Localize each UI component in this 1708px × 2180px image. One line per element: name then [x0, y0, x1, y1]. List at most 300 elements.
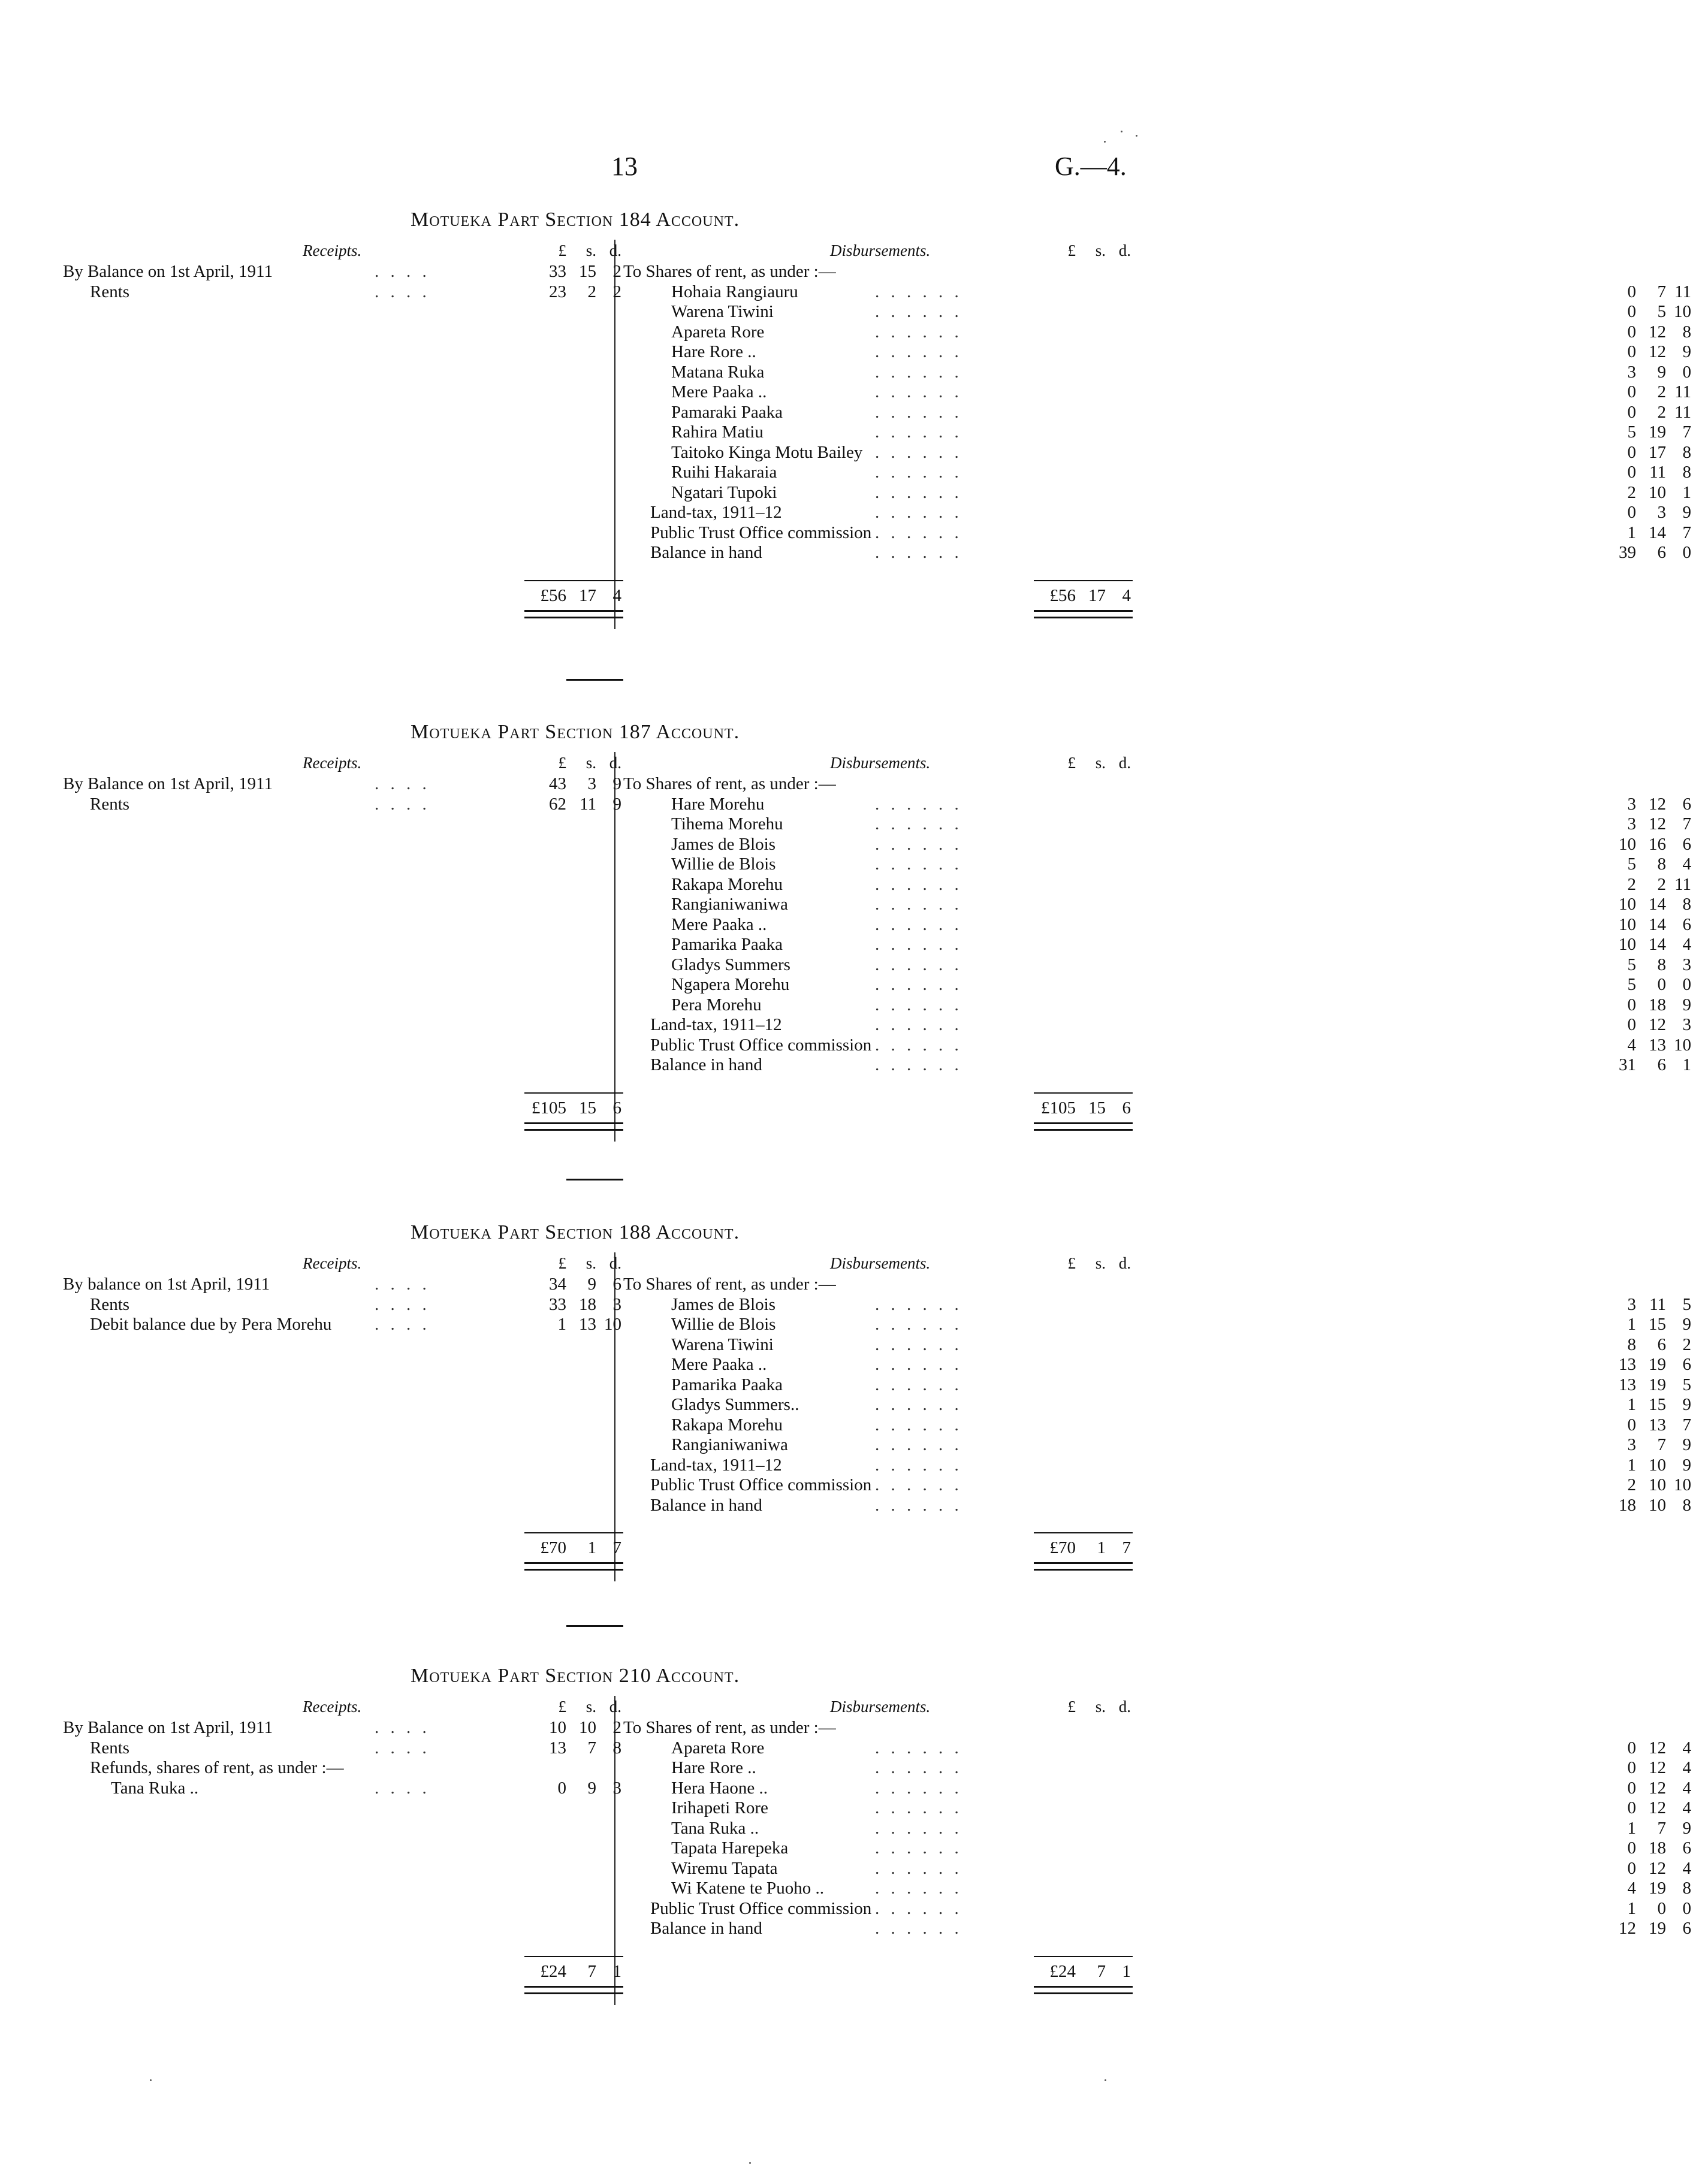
- disbursement-row: [623, 814, 1691, 834]
- disbursement-row: [623, 1919, 1691, 1939]
- amount-shillings: 10: [1649, 1455, 1666, 1475]
- disbursement-row: [623, 442, 1691, 463]
- amount-pounds: 0: [1627, 402, 1636, 422]
- receipts-total: [518, 1098, 638, 1118]
- amount-shillings: 19: [1649, 422, 1666, 442]
- amount-pence: 3: [1682, 1015, 1691, 1034]
- amount-shillings: 15: [1649, 1395, 1666, 1414]
- amount-pence: 4: [1682, 1858, 1691, 1878]
- amount-shillings: 6: [1657, 543, 1666, 562]
- amount-pence: 8: [1682, 1495, 1691, 1515]
- amount-pounds: 5: [1627, 955, 1636, 974]
- leader-dots: . . . .: [375, 1718, 430, 1737]
- account-section: [63, 1221, 1691, 1605]
- receipt-description: By balance on 1st April, 1911: [63, 1275, 270, 1294]
- amount-pounds: 1: [1627, 1818, 1636, 1838]
- receipt-description: By Balance on 1st April, 1911: [63, 774, 273, 793]
- leader-dots: . . . . . .: [875, 543, 962, 562]
- amount-shillings: 9: [587, 1275, 596, 1294]
- pence-header: d.: [609, 241, 621, 259]
- leader-dots: . . . . . .: [875, 503, 962, 522]
- amount-pence: 8: [1682, 1879, 1691, 1898]
- receipts-total-rule: [524, 1532, 623, 1533]
- disbursement-row: [623, 1495, 1691, 1515]
- print-speck: [1121, 131, 1122, 132]
- amount-pence: 8: [1682, 322, 1691, 342]
- leader-dots: . . . .: [375, 774, 430, 793]
- amount-pence: 1: [1682, 1055, 1691, 1074]
- total-shillings: 15: [579, 1098, 596, 1118]
- print-speck: [749, 2162, 751, 2164]
- account-title: Motueka Part Section 188 Account.: [411, 1221, 740, 1243]
- leader-dots: . . . . . .: [875, 442, 962, 462]
- amount-pounds: 0: [1627, 1738, 1636, 1758]
- disbursements-heading: Disbursements.: [830, 241, 931, 259]
- disbursement-row: [623, 895, 1691, 914]
- amount-pounds: 0: [1627, 1415, 1636, 1435]
- leader-dots: . . . . . .: [875, 362, 962, 382]
- leader-dots: . . . . . .: [875, 1798, 962, 1817]
- disbursement-description: Warena Tiwini: [671, 1334, 774, 1354]
- total-shillings: 1: [1097, 1538, 1106, 1557]
- amount-pence: 9: [1682, 342, 1691, 361]
- disbursements-total-double-rule: [1034, 1122, 1133, 1131]
- total-shillings: 17: [1088, 585, 1106, 605]
- disbursement-description: Willie de Blois: [671, 1315, 776, 1334]
- amount-shillings: 12: [1649, 1015, 1666, 1034]
- receipt-description: Tana Ruka ..: [111, 1778, 199, 1798]
- disbursements-total-double-rule: [1034, 1562, 1133, 1571]
- receipt-row: [63, 262, 621, 282]
- amount-pounds: 3: [1627, 814, 1636, 834]
- amount-pounds: 10: [1619, 834, 1636, 854]
- amount-shillings: 9: [1657, 362, 1666, 382]
- pence-header: d.: [1118, 754, 1131, 772]
- account-section: [63, 209, 1691, 653]
- amount-pounds: 0: [1627, 322, 1636, 342]
- disbursement-description: Ngatari Tupoki: [671, 482, 777, 502]
- disbursement-description: To Shares of rent, as under :—: [623, 774, 836, 793]
- leader-dots: . . . .: [375, 282, 430, 301]
- disbursement-row: [623, 1455, 1691, 1475]
- total-shillings: 7: [587, 1961, 596, 1981]
- amount-pence: 6: [1682, 794, 1691, 814]
- leader-dots: . . . . . .: [875, 935, 962, 954]
- amount-pounds: 43: [549, 774, 566, 793]
- disbursement-description: Wi Katene te Puoho ..: [671, 1879, 824, 1898]
- amount-pence: 11: [1674, 874, 1691, 894]
- print-speck: [1105, 2079, 1106, 2081]
- total-shillings: 15: [1088, 1098, 1106, 1118]
- leader-dots: . . . . . .: [875, 794, 962, 814]
- receipts-total: [518, 1538, 638, 1558]
- pence-header: d.: [1118, 1698, 1131, 1716]
- amount-pounds: 0: [557, 1778, 566, 1798]
- disbursement-row: [623, 1395, 1691, 1415]
- disbursement-row: [623, 1475, 1691, 1495]
- amount-shillings: 2: [1657, 874, 1666, 894]
- disbursement-row: [623, 1015, 1691, 1035]
- receipts-heading: Receipts.: [303, 241, 362, 259]
- shillings-header: s.: [586, 241, 596, 259]
- disbursement-description: Tihema Morehu: [671, 814, 783, 834]
- pounds-header: £: [1067, 1698, 1076, 1716]
- disbursement-description: Land-tax, 1911–12: [650, 503, 782, 522]
- amount-shillings: 12: [1649, 1858, 1666, 1878]
- disbursement-row: [623, 322, 1691, 342]
- amount-pence: 9: [1682, 1455, 1691, 1475]
- amount-shillings: 19: [1649, 1879, 1666, 1898]
- leader-dots: . . . . . .: [875, 975, 962, 994]
- amount-shillings: 9: [587, 1778, 596, 1798]
- disbursement-row: [623, 1055, 1691, 1075]
- receipts-total-rule: [524, 1092, 623, 1094]
- receipt-description: By Balance on 1st April, 1911: [63, 1718, 273, 1737]
- amount-pounds: 3: [1627, 1294, 1636, 1314]
- amount-pence: 0: [1682, 543, 1691, 562]
- disbursement-row: [623, 855, 1691, 874]
- page-header: [0, 151, 1288, 187]
- amount-pence: 4: [1682, 1738, 1691, 1758]
- document-reference: G.—4.: [1055, 152, 1127, 181]
- amount-pounds: 1: [557, 1315, 566, 1334]
- disbursement-description: Taitoko Kinga Motu Bailey: [671, 442, 863, 462]
- amount-pence: 2: [612, 262, 621, 281]
- amount-pence: 6: [1682, 1355, 1691, 1374]
- amount-pence: 10: [1674, 1035, 1691, 1055]
- amount-shillings: 15: [1649, 1315, 1666, 1334]
- amount-pounds: 0: [1627, 1015, 1636, 1034]
- leader-dots: . . . .: [375, 1315, 430, 1334]
- amount-shillings: 19: [1649, 1375, 1666, 1394]
- disbursement-row: [623, 794, 1691, 814]
- amount-shillings: 7: [587, 1738, 596, 1758]
- amount-shillings: 14: [1649, 914, 1666, 934]
- amount-pounds: 3: [1627, 362, 1636, 382]
- leader-dots: . . . . . .: [875, 1879, 962, 1898]
- shillings-header: s.: [586, 1698, 596, 1716]
- amount-pence: 8: [1682, 442, 1691, 462]
- amount-pounds: 0: [1627, 302, 1636, 321]
- receipts-total-double-rule: [524, 610, 623, 618]
- amount-shillings: 17: [1649, 442, 1666, 462]
- disbursement-description: Gladys Summers..: [671, 1395, 799, 1414]
- disbursement-row: [623, 503, 1691, 523]
- amount-shillings: 10: [579, 1718, 596, 1737]
- disbursement-row: [623, 382, 1691, 402]
- amount-shillings: 19: [1649, 1919, 1666, 1938]
- receipt-row: [63, 1275, 621, 1294]
- amount-shillings: 5: [1657, 302, 1666, 321]
- amount-pence: 11: [1674, 282, 1691, 301]
- amount-shillings: 18: [1649, 995, 1666, 1014]
- amount-pounds: 0: [1627, 282, 1636, 301]
- leader-dots: . . . . . .: [875, 914, 962, 934]
- section-separator: [566, 1625, 623, 1627]
- disbursement-description: Land-tax, 1911–12: [650, 1455, 782, 1475]
- disbursement-description: To Shares of rent, as under :—: [623, 262, 836, 281]
- disbursement-description: Apareta Rore: [671, 322, 765, 342]
- amount-pounds: 0: [1627, 442, 1636, 462]
- leader-dots: . . . . . .: [875, 1315, 962, 1334]
- disbursement-description: Apareta Rore: [671, 1738, 765, 1758]
- leader-dots: . . . .: [375, 262, 430, 281]
- total-pounds: £105: [532, 1098, 566, 1118]
- amount-shillings: 10: [1649, 1495, 1666, 1515]
- amount-shillings: 2: [587, 282, 596, 301]
- disbursements-total: [1028, 586, 1148, 606]
- amount-pounds: 1: [1627, 1455, 1636, 1475]
- amount-pence: 1: [1682, 482, 1691, 502]
- amount-pounds: 0: [1627, 1858, 1636, 1878]
- amount-pounds: 0: [1627, 342, 1636, 361]
- amount-pence: 7: [1682, 523, 1691, 542]
- amount-pounds: 0: [1627, 1778, 1636, 1798]
- amount-pounds: 4: [1627, 1879, 1636, 1898]
- shillings-header: s.: [586, 1254, 596, 1272]
- total-pence: 6: [612, 1098, 621, 1118]
- amount-shillings: 0: [1657, 1898, 1666, 1918]
- disbursement-row: [623, 302, 1691, 322]
- account-title: Motueka Part Section 210 Account.: [411, 1665, 740, 1687]
- total-pounds: £56: [1049, 585, 1076, 605]
- disbursement-description: Gladys Summers: [671, 955, 790, 974]
- disbursement-row: [623, 955, 1691, 975]
- amount-pounds: 34: [549, 1275, 566, 1294]
- amount-shillings: 15: [579, 262, 596, 281]
- disbursement-description: Willie de Blois: [671, 855, 776, 874]
- amount-pence: 9: [1682, 1818, 1691, 1838]
- disbursement-description: Hare Rore ..: [671, 342, 756, 361]
- leader-dots: . . . . . .: [875, 322, 962, 342]
- total-pounds: £105: [1041, 1098, 1076, 1118]
- total-shillings: 17: [579, 585, 596, 605]
- amount-shillings: 12: [1649, 1778, 1666, 1798]
- disbursements-total: [1028, 1962, 1148, 1982]
- amount-shillings: 16: [1649, 834, 1666, 854]
- leader-dots: . . . . . .: [875, 855, 962, 874]
- disbursement-description: Rakapa Morehu: [671, 1415, 783, 1435]
- pounds-header: £: [558, 754, 566, 772]
- leader-dots: . . . . . .: [875, 1475, 962, 1494]
- total-pounds: £56: [540, 585, 566, 605]
- leader-dots: . . . . . .: [875, 1778, 962, 1798]
- account-section: [63, 1665, 1691, 2029]
- amount-pence: 4: [1682, 1798, 1691, 1817]
- disbursements-total-double-rule: [1034, 1986, 1133, 1994]
- shillings-header: s.: [1095, 754, 1106, 772]
- leader-dots: . . . . . .: [875, 874, 962, 894]
- disbursement-row: [623, 523, 1691, 543]
- amount-pence: 2: [612, 1718, 621, 1737]
- amount-pounds: 13: [549, 1738, 566, 1758]
- amount-pence: 0: [1682, 975, 1691, 994]
- pounds-header: £: [1067, 241, 1076, 259]
- amount-pence: 4: [1682, 935, 1691, 954]
- leader-dots: . . . . . .: [875, 1838, 962, 1858]
- amount-pounds: 8: [1627, 1334, 1636, 1354]
- amount-shillings: 7: [1657, 1435, 1666, 1454]
- receipt-row: [63, 1294, 621, 1315]
- amount-shillings: 12: [1649, 794, 1666, 814]
- total-pounds: £24: [540, 1961, 566, 1981]
- amount-shillings: 13: [1649, 1415, 1666, 1435]
- amount-shillings: 7: [1657, 282, 1666, 301]
- amount-shillings: 12: [1649, 1738, 1666, 1758]
- leader-dots: . . . . . .: [875, 1415, 962, 1435]
- disbursement-description: Pamaraki Paaka: [671, 402, 783, 422]
- amount-shillings: 8: [1657, 855, 1666, 874]
- disbursement-row: [623, 1435, 1691, 1455]
- print-speck: [150, 2079, 152, 2081]
- leader-dots: . . . . . .: [875, 1738, 962, 1758]
- disbursement-row: [623, 834, 1691, 855]
- disbursement-row: [623, 1375, 1691, 1395]
- disbursement-description: Balance in hand: [650, 1919, 762, 1938]
- amount-pence: 10: [604, 1315, 621, 1334]
- pounds-header: £: [1067, 754, 1076, 772]
- leader-dots: . . . . . .: [875, 834, 962, 854]
- disbursement-description: Rakapa Morehu: [671, 874, 783, 894]
- disbursement-row: [623, 422, 1691, 442]
- leader-dots: . . . . . .: [875, 1375, 962, 1394]
- amount-pounds: 33: [549, 1294, 566, 1314]
- disbursement-row: [623, 1738, 1691, 1758]
- amount-pounds: 2: [1627, 482, 1636, 502]
- disbursement-row: [623, 1758, 1691, 1778]
- amount-pence: 0: [1682, 362, 1691, 382]
- disbursements-total-rule: [1034, 580, 1133, 581]
- receipt-row: [63, 794, 621, 814]
- disbursement-row: [623, 995, 1691, 1015]
- receipts-total-double-rule: [524, 1562, 623, 1571]
- disbursement-row: [623, 342, 1691, 362]
- disbursement-row: [623, 1035, 1691, 1055]
- receipts-heading: Receipts.: [303, 1698, 362, 1716]
- amount-pence: 9: [1682, 1315, 1691, 1334]
- disbursement-description: Ruihi Hakaraia: [671, 463, 777, 482]
- disbursement-row: [623, 282, 1691, 302]
- disbursement-row: [623, 774, 1175, 794]
- receipts-total: [518, 586, 638, 606]
- amount-pounds: 1: [1627, 1315, 1636, 1334]
- disbursement-row: [623, 1879, 1691, 1898]
- disbursement-row: [623, 1898, 1691, 1919]
- amount-shillings: 3: [587, 774, 596, 793]
- receipt-row: [63, 1758, 608, 1778]
- disbursement-row: [623, 543, 1691, 563]
- disbursement-description: Pera Morehu: [671, 995, 762, 1014]
- disbursements-heading: Disbursements.: [830, 1254, 931, 1272]
- amount-pence: 9: [1682, 503, 1691, 522]
- receipt-row: [63, 1778, 621, 1798]
- pence-header: d.: [609, 1254, 621, 1272]
- disbursement-description: Balance in hand: [650, 543, 762, 562]
- disbursement-row: [623, 1718, 1175, 1738]
- leader-dots: . . . . . .: [875, 1818, 962, 1838]
- amount-pounds: 0: [1627, 1758, 1636, 1777]
- amount-pence: 5: [1682, 1375, 1691, 1394]
- amount-pence: 9: [1682, 995, 1691, 1014]
- disbursement-description: Land-tax, 1911–12: [650, 1015, 782, 1034]
- disbursement-description: Pamarika Paaka: [671, 935, 783, 954]
- receipt-row: [63, 282, 621, 302]
- disbursement-description: Rahira Matiu: [671, 422, 764, 442]
- leader-dots: . . . . . .: [875, 955, 962, 974]
- amount-pence: 6: [612, 1275, 621, 1294]
- amount-shillings: 11: [580, 794, 596, 814]
- amount-pounds: 62: [549, 794, 566, 814]
- section-separator: [566, 679, 623, 681]
- amount-pence: 6: [1682, 834, 1691, 854]
- disbursement-description: Balance in hand: [650, 1055, 762, 1074]
- pounds-header: £: [1067, 1254, 1076, 1272]
- amount-pounds: 3: [1627, 1435, 1636, 1454]
- disbursement-row: [623, 1858, 1691, 1879]
- amount-pounds: 18: [1619, 1495, 1636, 1515]
- amount-pence: 3: [612, 1294, 621, 1314]
- disbursement-row: [623, 1818, 1691, 1838]
- total-pence: 7: [1122, 1538, 1131, 1557]
- disbursement-row: [623, 402, 1691, 422]
- leader-dots: . . . . . .: [875, 422, 962, 442]
- amount-shillings: 14: [1649, 935, 1666, 954]
- amount-pence: 8: [1682, 895, 1691, 914]
- receipts-heading: Receipts.: [303, 754, 362, 772]
- print-speck: [1136, 135, 1137, 137]
- leader-dots: . . . . . .: [875, 1334, 962, 1354]
- disbursement-description: Public Trust Office commission: [650, 523, 872, 542]
- disbursement-row: [623, 1294, 1691, 1315]
- receipt-row: [63, 1315, 621, 1334]
- pence-header: d.: [1118, 241, 1131, 259]
- leader-dots: . . . . . .: [875, 1898, 962, 1918]
- total-pounds: £70: [540, 1538, 566, 1557]
- amount-pence: 2: [612, 282, 621, 301]
- disbursements-total-rule: [1034, 1092, 1133, 1094]
- total-pence: 1: [612, 1961, 621, 1981]
- amount-pounds: 1: [1627, 1395, 1636, 1414]
- pence-header: d.: [1118, 1254, 1131, 1272]
- disbursement-description: Hare Rore ..: [671, 1758, 756, 1777]
- leader-dots: . . . . . .: [875, 282, 962, 301]
- amount-pounds: 10: [1619, 935, 1636, 954]
- amount-pounds: 12: [1619, 1919, 1636, 1938]
- amount-pence: 6: [1682, 1838, 1691, 1858]
- disbursement-description: Irihapeti Rore: [671, 1798, 768, 1817]
- receipts-total-rule: [524, 580, 623, 581]
- disbursement-description: Ngapera Morehu: [671, 975, 790, 994]
- receipt-description: Rents: [90, 282, 130, 301]
- disbursement-description: James de Blois: [671, 1294, 775, 1314]
- amount-pence: 4: [1682, 1778, 1691, 1798]
- receipts-total: [518, 1962, 638, 1982]
- disbursement-row: [623, 1334, 1691, 1355]
- amount-shillings: 18: [1649, 1838, 1666, 1858]
- disbursement-description: Mere Paaka ..: [671, 914, 767, 934]
- receipt-description: Rents: [90, 1294, 130, 1314]
- leader-dots: . . . .: [375, 1275, 430, 1294]
- leader-dots: . . . . . .: [875, 995, 962, 1014]
- leader-dots: . . . . . .: [875, 1294, 962, 1314]
- amount-shillings: 18: [579, 1294, 596, 1314]
- amount-shillings: 2: [1657, 402, 1666, 422]
- leader-dots: . . . . . .: [875, 1015, 962, 1034]
- print-speck: [1104, 141, 1106, 143]
- amount-shillings: 3: [1657, 503, 1666, 522]
- disbursement-description: Public Trust Office commission: [650, 1035, 872, 1055]
- amount-pence: 8: [1682, 463, 1691, 482]
